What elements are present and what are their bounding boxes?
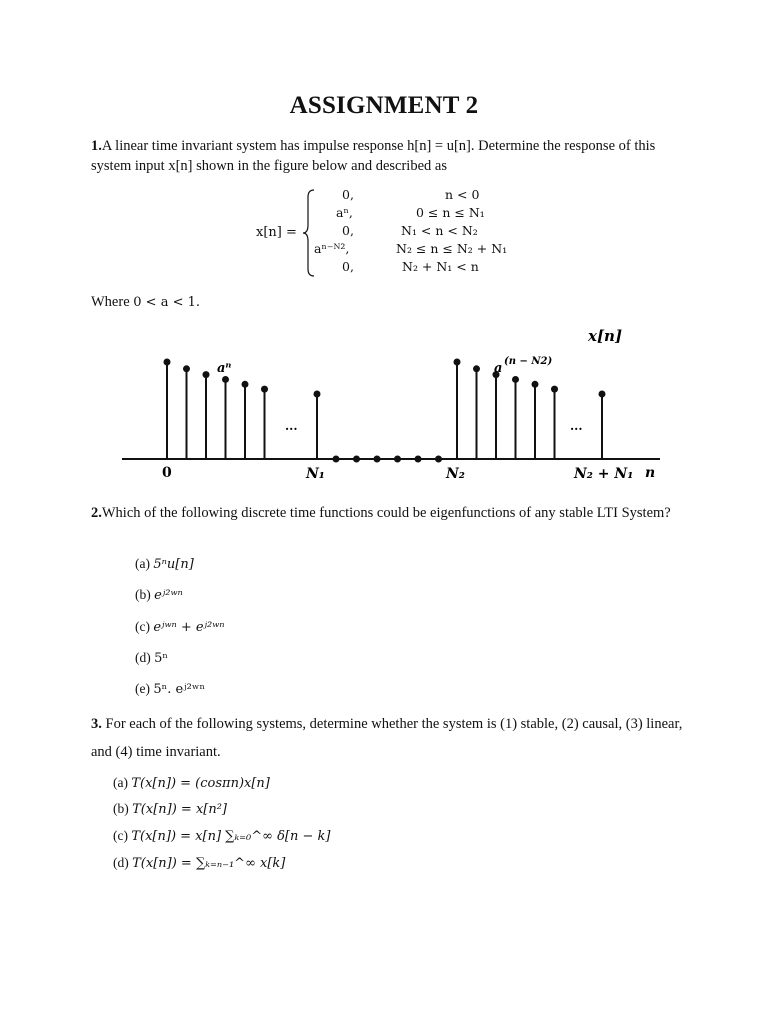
left-brace-icon [302,189,316,277]
option-label: (b) [135,587,151,602]
q2-option-d [135,650,168,666]
case-condition-3: N₁ < n < N₂ [401,223,478,238]
where-line [91,292,691,313]
question-number: 1. [91,138,102,154]
option-label: (d) [135,650,151,665]
axis-label-n: n [645,465,656,481]
option-expr: T(x[n]) = x[n] ∑ₖ₌₀^∞ δ[n − k] [131,829,331,844]
case-value-5: 0, [342,259,354,274]
label-an-shift: a [494,361,503,376]
case-condition-1: n < 0 [445,187,480,202]
case-value-3: 0, [342,223,354,238]
second-group-2-point [473,365,480,372]
ellipsis-2: ... [570,419,583,433]
q3-option-c [113,828,331,844]
first-end-point [314,391,321,398]
option-expr: T(x[n]) = x[n²] [132,802,228,817]
where-text: Where [91,294,130,310]
label-an-shift-exponent: (n − N2) [504,356,553,367]
q2-option-a [135,556,194,572]
axis-label-n1: N₁ [306,466,325,482]
question-text: For each of the following systems, determine whether the system is (1) stable, (2) causal, (3) linear, and (4) time invariant. [91,716,683,760]
question-3 [91,710,691,766]
second-group-5-point [532,381,539,388]
q3-option-b [113,801,227,817]
option-expr: T(x[n]) = (cosπn)x[n] [131,776,270,791]
q2-option-b [135,587,183,603]
first-group-5-point [242,381,249,388]
option-expr: T(x[n]) = ∑ₖ₌ₙ₋₁^∞ x[k] [132,856,286,871]
where-math: 0 < a < 1. [133,295,201,310]
piecewise-definition [256,187,556,279]
label-an: aⁿ [217,361,232,376]
piecewise-lhs: x[n] = [256,225,297,240]
axis-label-n2-plus-n1: N₂ + N₁ [574,466,634,482]
case-condition-4: N₂ ≤ n ≤ N₂ + N₁ [396,241,508,256]
option-label: (b) [113,801,129,816]
question-number: 3. [91,716,102,732]
q3-option-d [113,855,285,871]
zero-sample-3 [374,456,381,463]
option-label: (a) [113,775,128,790]
case-value-1: 0, [342,187,354,202]
option-expr: 5ⁿ. eʲ²ʷⁿ [153,682,206,697]
first-group-1-point [164,359,171,366]
option-expr: eʲ²ʷⁿ [154,588,183,603]
option-label: (c) [113,828,128,843]
second-group-6-point [551,386,558,393]
signal-figure [110,320,670,485]
ellipsis-1: ... [285,419,298,433]
first-group-2-point [183,365,190,372]
case-condition-5: N₂ + N₁ < n [402,259,479,274]
q3-option-a [113,775,270,791]
zero-sample-6 [435,456,442,463]
first-group-3-point [203,371,210,378]
axis-label-n2: N₂ [446,466,465,482]
question-text: A linear time invariant system has impulse response h[n] = u[n]. Determine the response of this system input x[n] shown in the figure below and described as [91,138,656,174]
option-label: (a) [135,556,150,571]
second-end-point [599,391,606,398]
second-group-4-point [512,376,519,383]
q2-option-c [135,619,225,635]
question-text: Which of the following discrete time functions could be eigenfunctions of any stable LTI System? [101,505,671,521]
option-expr: 5ⁿ [154,651,169,666]
zero-sample-4 [394,456,401,463]
option-expr: 5ⁿu[n] [153,557,194,572]
axis-label-0: 0 [162,465,172,481]
q2-option-e [135,681,205,697]
first-group-4-point [222,376,229,383]
option-label: (c) [135,619,150,634]
question-1 [91,136,691,176]
zero-sample-1 [333,456,340,463]
case-condition-2: 0 ≤ n ≤ N₁ [416,205,485,220]
figure-title: x[n] [588,327,623,345]
second-group-1-point [454,359,461,366]
option-label: (d) [113,855,129,870]
case-value-2: aⁿ, [336,205,353,220]
first-group-6-point [261,386,268,393]
question-number: 2. [91,505,102,521]
zero-sample-2 [353,456,360,463]
option-expr: eʲʷⁿ + eʲ²ʷⁿ [153,620,225,635]
case-value-4: aⁿ⁻ᴺ², [314,241,350,256]
option-label: (e) [135,681,150,696]
page-title: ASSIGNMENT 2 [289,92,479,119]
zero-sample-5 [415,456,422,463]
question-2 [91,503,691,523]
